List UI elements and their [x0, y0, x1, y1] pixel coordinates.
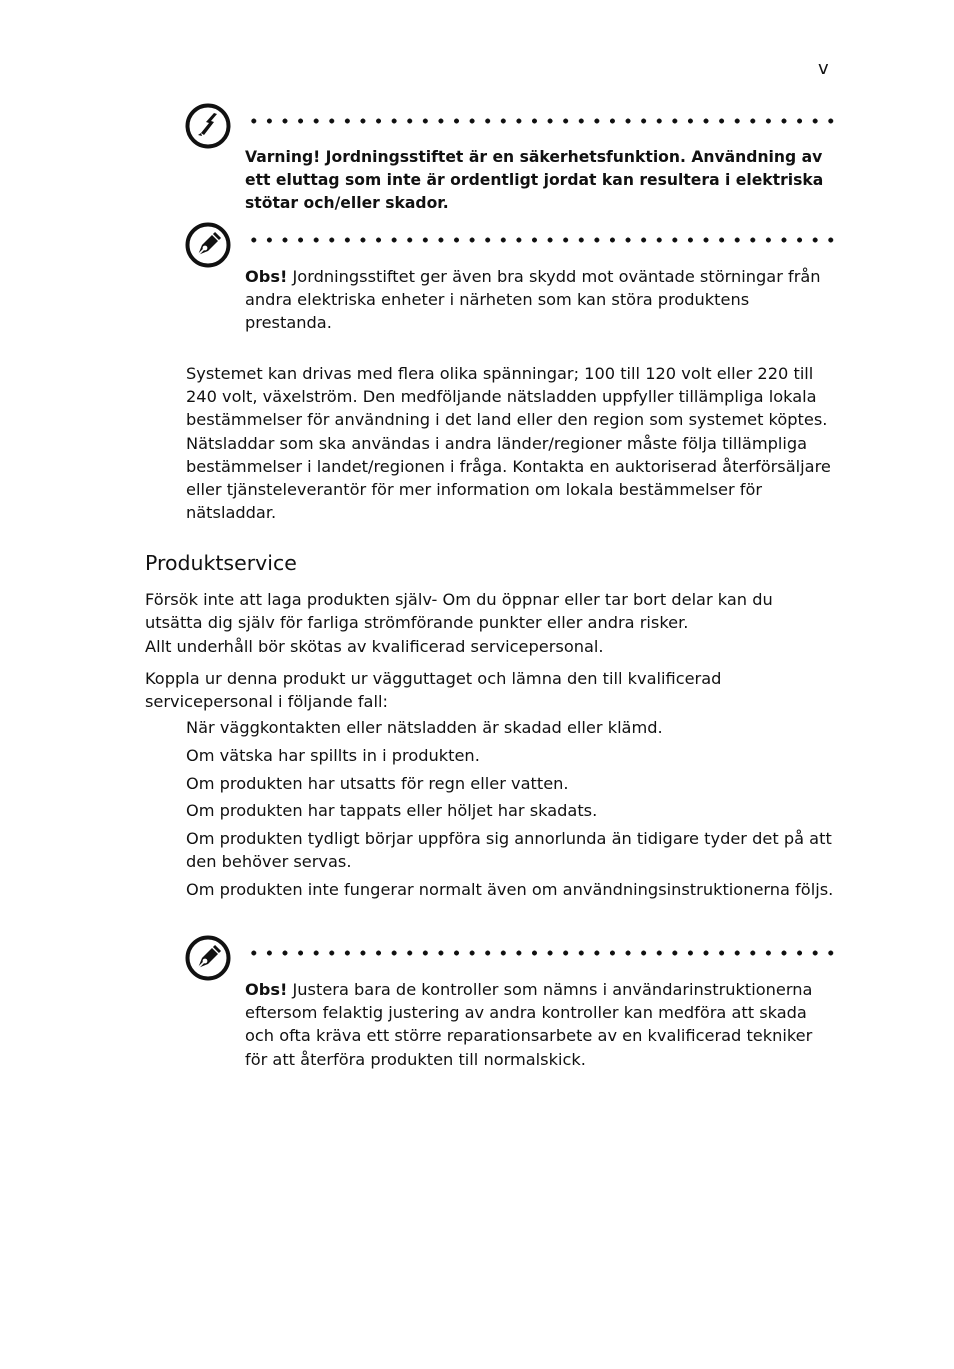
note-body: Justera bara de kontroller som nämns i användarinstruktionerna eftersom felaktig justering av andra kontroller kan medföra att skada och ofta kräva ett större reparationsarbete av en kvalificerad tekniker för att återföra produkten till normalskick. — [245, 980, 813, 1069]
note-controls — [184, 934, 834, 1104]
note-lead: Obs! — [245, 980, 288, 999]
note-text — [245, 265, 825, 335]
list-item: Om produkten har utsatts för regn eller vatten. — [186, 773, 569, 793]
note-text — [245, 978, 825, 1071]
note-grounding — [184, 221, 834, 341]
dotted-separator — [246, 118, 834, 124]
pen-note-icon — [184, 221, 232, 269]
warning-text: Varning! Jordningsstiftet är en säkerhetsfunktion. Användning av ett eluttag som inte är ordentligt jordat kan resultera i elektriska stötar och/eller skador. — [245, 148, 824, 213]
dotted-separator — [246, 237, 834, 243]
service-conditions-list — [186, 716, 836, 906]
list-item: Om produkten har tappats eller höljet har skadats. — [186, 801, 598, 821]
note-body: Jordningsstiftet ger även bra skydd mot oväntade störningar från andra elektriska enheter i närheten som kan störa produktens prestanda. — [245, 267, 821, 333]
dotted-separator — [246, 950, 834, 956]
voltage-paragraph: Systemet kan drivas med flera olika spänningar; 100 till 120 volt eller 220 till 240 volt, växelström. Den medföljande nätsladden uppfyller tillämpliga lokala bestämmelser för användning i det land eller den region som systemet köptes. Nätsladdar som ska användas i andra länder/regioner måste följa tillämpliga bestämmelser i landet/regionen i fråga. Kontakta en auktoriserad återförsäljare eller tjänsteleverantör för mer information om lokala bestämmelser för nätsladdar. — [186, 364, 831, 523]
list-item: Om produkten inte fungerar normalt även om användningsinstruktionerna följs. — [186, 880, 834, 900]
warning-note — [184, 102, 834, 222]
service-paragraph-1b: Allt underhåll bör skötas av kvalificerad servicepersonal. — [145, 637, 604, 656]
service-paragraph-1a: Försök inte att laga produkten själv- Om du öppnar eller tar bort delar kan du utsätta dig själv för farliga strömförande punkter eller andra risker. — [145, 590, 773, 633]
section-heading: Produktservice — [145, 551, 297, 575]
service-paragraph-2: Koppla ur denna produkt ur vägguttaget och lämna den till kvalificerad servicepersonal i följande fall: — [145, 669, 722, 712]
list-item: Om vätska har spillts in i produkten. — [186, 745, 480, 765]
pen-note-icon — [184, 934, 232, 982]
page-number: v — [818, 58, 829, 79]
lightning-warning-icon — [184, 102, 232, 150]
list-item: Om produkten tydligt börjar uppföra sig annorlunda än tidigare tyder det på att den behöver servas. — [186, 829, 832, 872]
note-lead: Obs! — [245, 267, 288, 286]
list-item: När väggkontakten eller nätsladden är skadad eller klämd. — [186, 718, 663, 737]
